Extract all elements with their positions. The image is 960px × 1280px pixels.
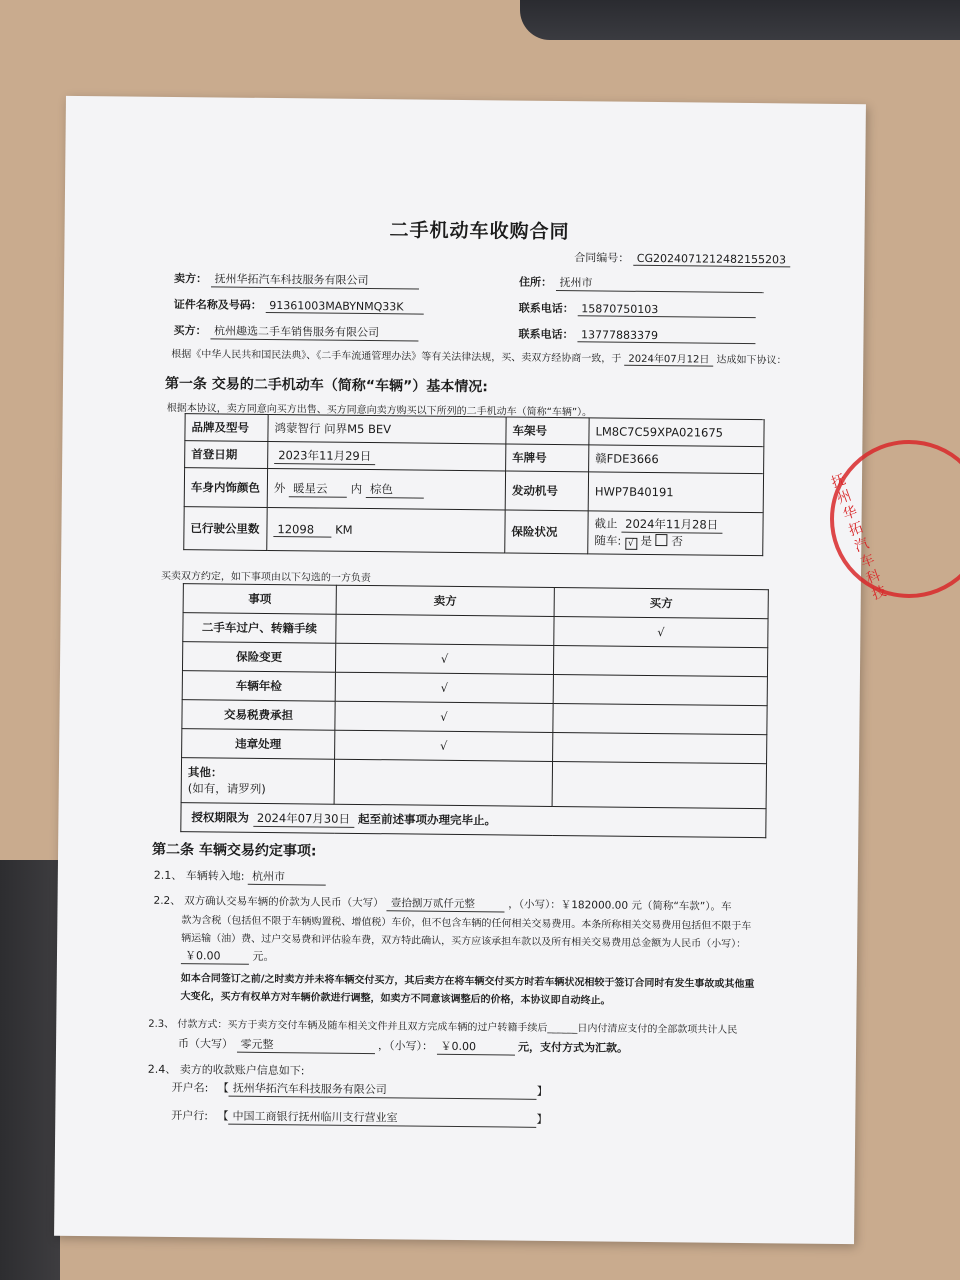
other-buyer xyxy=(552,761,766,808)
duties-table xyxy=(180,583,769,838)
insurance-label: 保险状况 xyxy=(505,510,588,554)
int-prefix: 内 xyxy=(350,481,363,496)
clause-2-1 xyxy=(154,867,326,886)
ext-color: 暖星云 xyxy=(289,480,347,498)
laptop-edge xyxy=(520,0,960,40)
clause-2-2-line2: 款为含税（包括但不限于车辆购置税、增值税）车价，但不包含车辆的任何相关交易费用。本条所称相关交易费用包括但不限于车 xyxy=(181,915,752,933)
color-cell xyxy=(267,468,505,509)
clause-2-3-text: 付款方式：买方于卖方交付车辆及随车相关文件并且双方完成车辆的过户转籍手续后______日内付清应支付的全部款项共计人民 xyxy=(177,1019,738,1036)
clause-2-4-label: 卖方的收款账户信息如下: xyxy=(179,1063,305,1078)
clause-2-2-no: 2.2、 xyxy=(153,894,181,908)
yes-label: 是 xyxy=(640,533,653,549)
insurance-until-prefix: 截止 xyxy=(594,516,618,531)
duty-item: 二手车过户、转籍手续 xyxy=(183,613,336,644)
insurance-until-value: 2024年11月28日 xyxy=(621,516,722,534)
clause-2-3-text-b: ，（小写）： xyxy=(377,1039,434,1053)
preamble xyxy=(171,345,786,367)
col-seller: 卖方 xyxy=(336,585,554,616)
vin-value: LM8C7C59XPA021675 xyxy=(589,418,764,447)
with-car-label: 随车: xyxy=(594,533,622,548)
article2-heading: 第二条 车辆交易约定事项: xyxy=(152,841,317,860)
deadline-text-a: 授权期限为 xyxy=(191,809,250,825)
deadline-date: 2024年07月30日 xyxy=(253,809,354,827)
clause-2-2-bold2: 大变化，买方有权单方对车辆价款进行调整，如卖方不同意该调整后的价格，本协议即自动终止。 xyxy=(180,991,611,1007)
bank-label: 开户行: xyxy=(171,1109,209,1123)
duty-seller: √ xyxy=(335,643,553,674)
page-title: 二手机动车收购合同 xyxy=(389,219,570,244)
clause-2-2-amount-cn: 壹拾捌万贰仟元整 xyxy=(387,895,505,912)
seller-phone-label: 联系电话： xyxy=(518,301,574,316)
duty-item: 违章处理 xyxy=(182,729,335,760)
clause-2-3-line1 xyxy=(148,1015,737,1036)
address-line xyxy=(519,274,764,294)
brand-label: 品牌及型号 xyxy=(185,414,268,442)
mileage-cell xyxy=(267,507,505,552)
clause-2-1-no: 2.1、 xyxy=(153,868,183,883)
first-reg-value: 2023年11月29日 xyxy=(274,447,375,465)
clause-2-2-fee-unit: 元。 xyxy=(252,949,275,964)
insurance-cell xyxy=(588,511,763,556)
clause-2-3-line2 xyxy=(178,1035,628,1057)
buyer-phone-value: 13777883379 xyxy=(577,328,755,344)
clause-2-2-bold1: 如本合同签订之前/之时卖方并未将车辆交付买方，其后卖方在将车辆交付买方时若车辆状况相较于签订合同时有发生事故或其他重 xyxy=(180,973,755,991)
clause-2-2-line3: 辆运输（油）费、过户交易费和评估验车费，双方特此确认，买方应该承担车款以及所有相关交易费用总金额为人民币（小写）： xyxy=(181,933,747,951)
col-buyer: 买方 xyxy=(554,587,768,618)
duty-item: 交易税费承担 xyxy=(182,700,335,731)
plate-label: 车牌号 xyxy=(506,444,589,472)
clause-2-3-text-a: 币（大写） xyxy=(178,1037,234,1051)
duty-seller: √ xyxy=(335,672,553,703)
clause-2-3-amount: ￥0.00 xyxy=(436,1038,514,1056)
duties-intro: 买卖双方约定，如下事项由以下勾选的一方负责 xyxy=(160,570,372,585)
contract-no-value: CG20240712124821552​03 xyxy=(633,252,790,268)
address-value: 抚州市 xyxy=(555,274,763,293)
preamble-text-b: 达成如下协议： xyxy=(716,354,787,367)
buyer-label: 买方： xyxy=(173,323,207,338)
plate-value: 赣FDE3666 xyxy=(589,445,764,474)
account-name-line: 开户名: 【 抚州华拓汽车科技服务有限公司 】 xyxy=(171,1081,548,1098)
dark-object xyxy=(0,860,60,1280)
buyer-phone-line xyxy=(518,326,755,344)
int-color: 棕色 xyxy=(366,481,424,499)
clause-2-3-amount-cn: 零元整 xyxy=(236,1036,374,1054)
buyer-phone-label: 联系电话： xyxy=(518,327,574,342)
duty-buyer xyxy=(553,674,767,705)
buyer-value: 杭州趣选二手车销售服务有限公司 xyxy=(210,322,418,341)
duty-buyer xyxy=(553,645,767,676)
seller-phone-line xyxy=(519,300,756,318)
insurance-until-line xyxy=(594,515,756,534)
clause-2-1-label: 车辆转入地: xyxy=(185,869,245,883)
duty-item: 保险变更 xyxy=(182,642,335,673)
first-reg-cell xyxy=(268,441,506,470)
table-row xyxy=(181,758,766,809)
address-label: 住所： xyxy=(518,275,553,289)
with-car-line xyxy=(594,532,756,551)
account-name-value: 抚州华拓汽车科技服务有限公司 xyxy=(229,1080,537,1100)
clause-2-3-text-c: 元，支付方式为汇款。 xyxy=(517,1040,629,1055)
bank-value: 中国工商银行抚州临川支行营业室 xyxy=(228,1108,536,1128)
preamble-date: 2024年07月12日 xyxy=(624,350,713,367)
id-line xyxy=(174,296,424,315)
duty-item: 车辆年检 xyxy=(182,671,335,702)
table-row xyxy=(184,507,763,556)
article1-heading: 第一条 交易的二手机动车（简称“车辆”）基本情况: xyxy=(164,375,488,396)
account-name-label: 开户名: xyxy=(171,1081,209,1095)
seller-line xyxy=(174,270,419,290)
clause-2-1-value: 杭州市 xyxy=(248,868,326,886)
contract-paper xyxy=(54,96,866,1244)
contract-no xyxy=(574,249,790,267)
ext-prefix: 外 xyxy=(273,480,286,495)
other-seller xyxy=(334,759,552,806)
buyer-line xyxy=(173,322,418,342)
seller-value: 抚州华拓汽车科技服务有限公司 xyxy=(210,270,418,289)
clause-2-2-text-b: ，（小写）：￥182000.00 元（简称“车款”）。车 xyxy=(508,898,732,913)
vin-label: 车架号 xyxy=(506,417,589,445)
clause-2-2-fee xyxy=(181,947,275,965)
bank-line: 开户行: 【 中国工商银行抚州临川支行营业室 】 xyxy=(171,1109,548,1126)
brand-value: 鸿蒙智行 问界M5 BEV xyxy=(268,414,506,443)
mileage-value: 12098 xyxy=(273,522,331,538)
mileage-label: 已行驶公里数 xyxy=(184,507,267,551)
duty-buyer xyxy=(553,703,767,734)
table-row xyxy=(184,468,763,513)
no-checkbox xyxy=(656,534,668,546)
mileage-unit: KM xyxy=(335,522,353,537)
other-label: 其他： xyxy=(187,765,223,780)
engine-label: 发动机号 xyxy=(505,471,588,511)
table-row xyxy=(181,803,766,838)
engine-value: HWP7B40191 xyxy=(588,472,763,513)
vehicle-info-table xyxy=(183,413,764,556)
contract-no-label: 合同编号： xyxy=(574,251,630,265)
yes-checkbox: √ xyxy=(625,538,637,550)
preamble-text-a: 根据《中华人民共和国民法典》、《二手车流通管理办法》等有关法律法规，买、卖双方经协商一致，于 xyxy=(171,348,622,365)
company-seal-text: 抚州华拓汽车科技 xyxy=(827,471,889,605)
article1-intro: 根据本协议，卖方同意向买方出售、买方同意向卖方购买以下所列的二手机动车（简称“车辆”）。 xyxy=(166,402,593,419)
id-value: 91361003MABYNMQ33K xyxy=(265,299,423,315)
clause-2-2-fee-value: ￥0.00 xyxy=(181,947,249,965)
seller-label: 卖方： xyxy=(174,271,208,286)
clause-2-2-text-a: 双方确认交易车辆的价款为人民币（大写） xyxy=(184,895,384,910)
duty-seller: √ xyxy=(335,701,553,732)
other-cell xyxy=(181,758,334,805)
seller-phone-value: 15870750103 xyxy=(577,302,755,318)
first-reg-label: 首登日期 xyxy=(185,441,268,469)
no-label: 否 xyxy=(671,534,683,549)
id-label: 证件名称及号码： xyxy=(173,297,262,312)
duty-seller xyxy=(336,614,554,645)
clause-2-4-no: 2.4、 xyxy=(147,1062,177,1077)
deadline-cell xyxy=(181,803,766,838)
duty-seller: √ xyxy=(335,730,553,761)
color-label: 车身内饰颜色 xyxy=(184,468,267,508)
duty-buyer xyxy=(553,732,767,763)
other-note: (如有，请罗列) xyxy=(187,781,266,796)
duty-buyer: √ xyxy=(554,616,768,647)
clause-2-3-no: 2.3、 xyxy=(148,1018,175,1031)
clause-2-4 xyxy=(148,1061,305,1079)
deadline-text-b: 起至前述事项办理完毕止。 xyxy=(357,811,497,827)
col-item: 事项 xyxy=(183,584,336,615)
